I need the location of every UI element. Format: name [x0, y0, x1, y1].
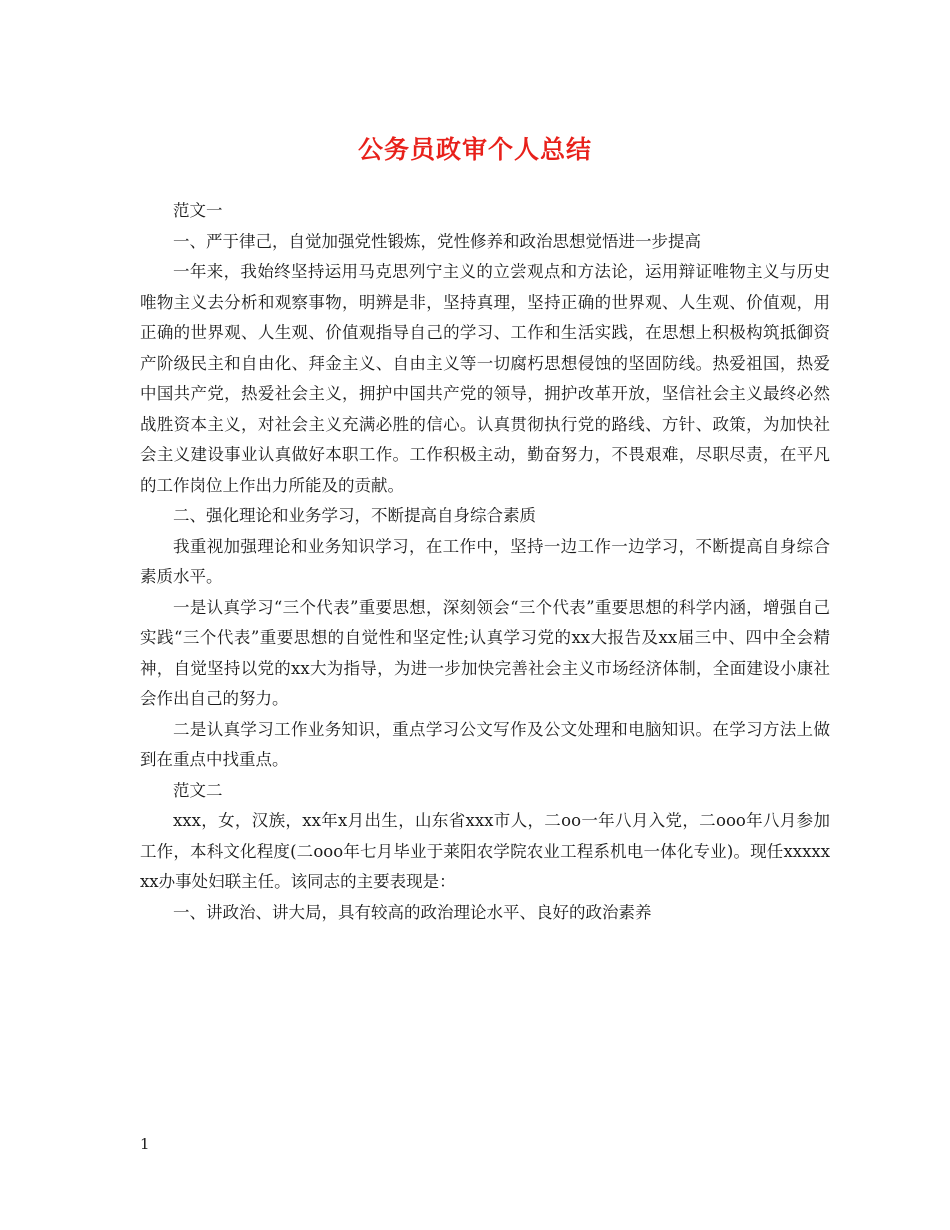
paragraph: 范文二 [173, 780, 223, 800]
paragraph: 二、强化理论和业务学习，不断提高自身综合素质 [173, 506, 536, 525]
paragraph: 一、严于律己，自觉加强党性锻炼，党性修养和政治思想觉悟进一步提高 [173, 231, 701, 251]
paragraph: 一年来，我始终坚持运用马克思列宁主义的立尝观点和方法论，运用辩证唯物主义与历史唯物主义去分析和观察事物，明辨是非，坚持真理，坚持正确的世界观、人生观、价值观，用正确的世界观、人生观、价值观指导自己的学习、工作和生活实践，在思想上积极构筑抵御资产阶级民主和自由化、拜金主义、自由主义等一切腐朽思想侵蚀的坚固防线。热爱祖国，热爱中国共产党，热爱社会主义，拥护中国共产党的领导，拥护改革开放，坚信社会主义最终必然战胜资本主义，对社会主义充满必胜的信心。认真贯彻执行党的路线、方针、政策，为加快社会主义建设事业认真做好本职工作。工作积极主动，勤奋努力，不畏艰难，尽职尽责，在平凡的工作岗位上作出力所能及的贡献。 [140, 262, 830, 495]
paragraph: 我重视加强理论和业务知识学习，在工作中，坚持一边工作一边学习，不断提高自身综合素质水平。 [140, 536, 830, 586]
page-number: 1 [140, 1135, 150, 1153]
page-title: 公务员政审个人总结 [357, 135, 592, 164]
paragraph: xxx，女，汉族，xx年x月出生，山东省xxx市人，二oo一年八月入党，二ooo年八月参加工作，本科文化程度(二ooo年七月毕业于莱阳农学院农业工程系机电一体化专业)。现任xxxxxxx办事处妇联主任。该同志的主要表现是： [140, 811, 830, 891]
paragraph: 一是认真学习“三个代表”重要思想，深刻领会“三个代表”重要思想的科学内涵，增强自己实践“三个代表”重要思想的自觉性和坚定性;认真学习党的xx大报告及xx届三中、四中全会精神，自觉坚持以党的xx大为指导，为进一步加快完善社会主义市场经济体制，全面建设小康社会作出自己的努力。 [140, 597, 830, 708]
document-body [140, 196, 830, 928]
paragraph: 一、讲政治、讲大局，具有较高的政治理论水平、良好的政治素养 [173, 902, 652, 922]
paragraph: 二是认真学习工作业务知识，重点学习公文写作及公文处理和电脑知识。在学习方法上做到在重点中找重点。 [140, 719, 830, 769]
paragraph: 范文一 [173, 201, 223, 220]
